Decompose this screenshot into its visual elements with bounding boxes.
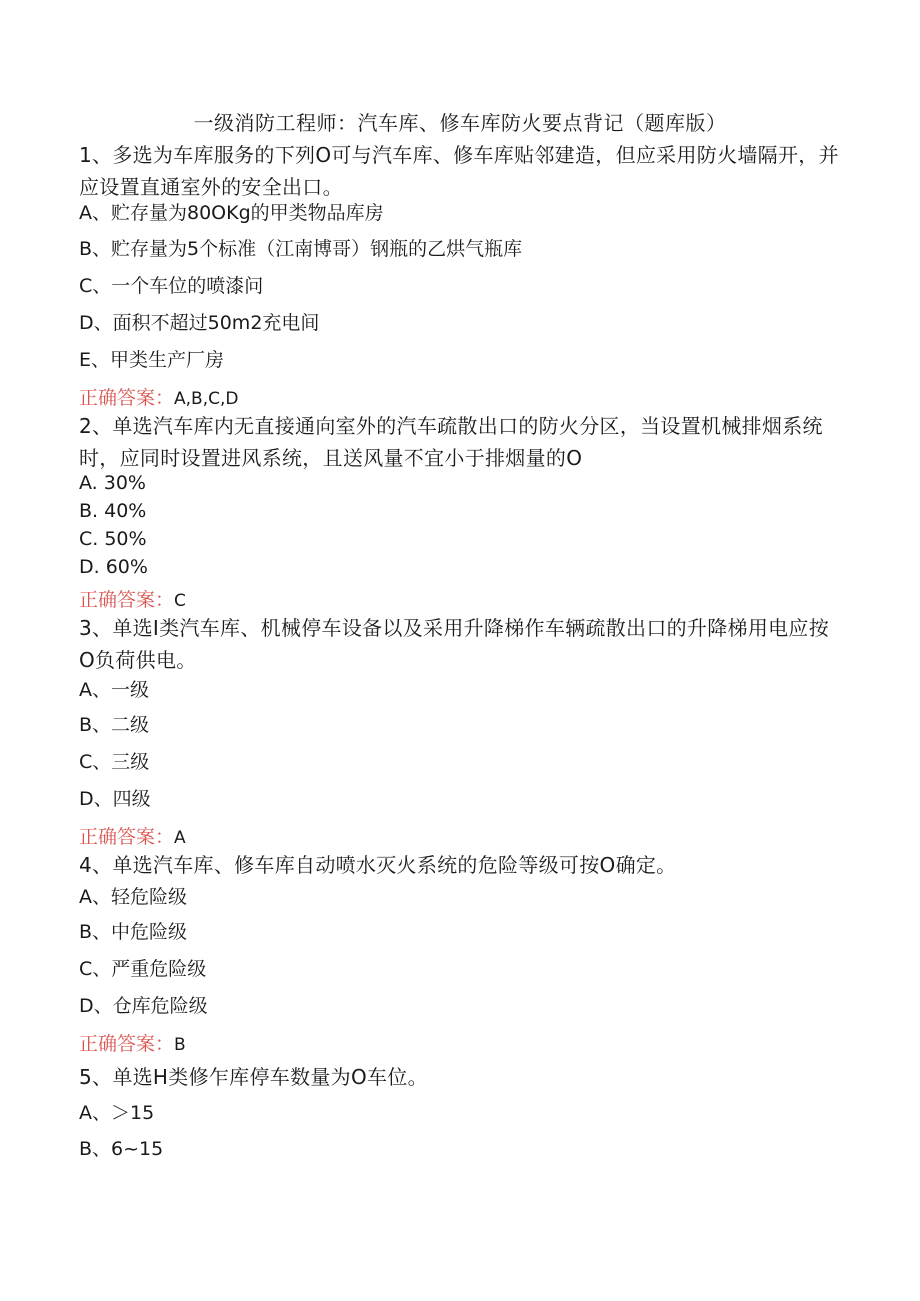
question-2-option-d: D. 60% [79,556,148,578]
question-3-option-c: C、三级 [79,751,150,773]
answer-label: 正确答案： [79,1033,175,1055]
answer-value: A [174,828,186,848]
question-1-option-b: B、贮存量为5个标准（江南博哥）钢瓶的乙烘气瓶库 [79,238,523,260]
answer-label: 正确答案： [79,589,175,611]
question-2-stem: 2、单选汽车库内无直接通向室外的汽车疏散出口的防火分区，当设置机械排烟系统时，应同时设置进风系统，且送风量不宜小于排烟量的O [79,414,823,470]
question-4-option-a: A、轻危险级 [79,886,187,908]
question-4-option-b: B、中危险级 [79,921,188,943]
question-3-answer [79,823,186,852]
question-4-option-d: D、仓库危险级 [79,995,208,1017]
question-3-option-d: D、四级 [79,788,151,810]
question-4-stem: 4、单选汽车库、修车库自动喷水灭火系统的危险等级可按O确定。 [79,853,677,877]
answer-label: 正确答案： [79,826,175,848]
page-title: 一级消防工程师：汽车库、修车库防火要点背记（题库版） [193,111,727,135]
question-1-option-d: D、面积不超过50m2充电间 [79,312,320,334]
question-5-option-b: B、6~15 [79,1138,164,1160]
question-3-option-a: A、一级 [79,679,149,701]
question-2-answer [79,586,186,615]
question-2-option-a: A. 30% [79,472,146,494]
answer-value: B [174,1035,186,1055]
question-3-stem: 3、单选I类汽车库、机械停车设备以及采用升降梯作车辆疏散出口的升降梯用电应按O负荷供电。 [79,616,830,672]
question-1-option-c: C、一个车位的喷漆问 [79,275,264,297]
question-4-option-c: C、严重危险级 [79,958,207,980]
question-2-option-b: B. 40% [79,500,147,522]
question-2-option-c: C. 50% [79,528,147,550]
question-5-option-a: A、＞15 [79,1102,155,1124]
question-1-option-a: A、贮存量为80OKg的甲类物品库房 [79,202,384,224]
question-5-stem: 5、单选H类修乍库停车数量为O车位。 [79,1065,428,1089]
question-4-answer [79,1030,186,1059]
answer-value: A,B,C,D [174,389,239,409]
question-3-option-b: B、二级 [79,714,150,736]
question-1-stem: 1、多选为车库服务的下列O可与汽车库、修车库贴邻建造，但应采用防火墙隔开，并应设置直通室外的安全出口。 [79,143,839,199]
question-1-answer [79,384,238,413]
answer-value: C [174,591,186,611]
question-1-option-e: E、甲类生产厂房 [79,349,225,371]
answer-label: 正确答案： [79,387,175,409]
